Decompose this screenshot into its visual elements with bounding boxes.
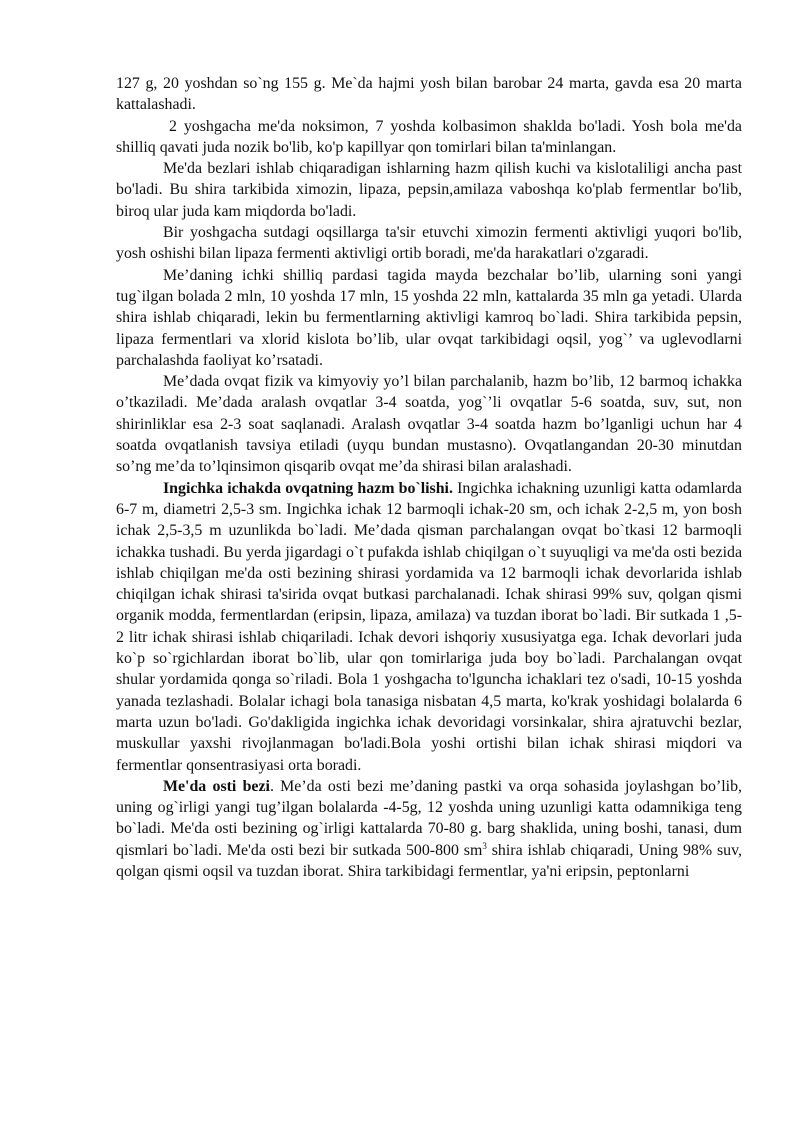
section-heading-pancreas: Me'da osti bezi xyxy=(163,777,270,795)
pancreas-body-b: shira ishlab chiqaradi, Uning 98% suv, qolgan qismi oqsil va tuzdan iborat. Shira tarkibidagi fermentlar, ya'ni eripsin, peptonlarni xyxy=(116,841,743,880)
pancreas-body-a: . Me’da osti bezi me’daning pastki va orqa sohasida joylashgan bo’lib, uning og`irligi yangi tug’ilgan bolalarda -4-5g, 12 yoshda uning uzunligi katta odamnikiga teng bo`ladi. Me'da osti bezining og`irligi kattalarda 70-80 g. barg shaklida, uning boshi, tanasi, dum qismlari bo`ladi. Me'da osti bezi bir sutkada 500-800 sm xyxy=(116,777,742,859)
paragraph-stomach-shape: 2 yoshgacha me'da noksimon, 7 yoshda kolbasimon shaklda bo'ladi. Yosh bola me'da shilliq qavati juda nozik bo'lib, ko'p kapillyar qon tomirlari bilan ta'minlangan. xyxy=(116,117,742,156)
cubic-superscript: 3 xyxy=(482,840,487,851)
paragraph-stomach-glands: Me'da bezlari ishlab chiqaradigan ishlarning hazm qilish kuchi va kislotaliligi ancha past bo'ladi. Bu shira tarkibida ximozin, lipaza, pepsin,amilaza vaboshqa ko'plab fermentlar bo'lib, biroq ular juda kam miqdorda bo'ladi. xyxy=(116,160,742,220)
paragraph-mucosa-glands: Me’daning ichki shilliq pardasi tagida mayda bezchalar bo’lib, ularning soni yangi tug`ilgan bolada 2 mln, 10 yoshda 17 mln, 15 yoshda 22 mln, kattalarda 35 mln ga yetadi. Ularda shira ishlab chiqaradi, lekin bu fermentlarning aktivligi kamroq bo`ladi. Shira tarkibida pepsin, lipaza fermentlari va xlorid kislota bo’lib, ular ovqat tarkibidagi oqsil, yog`’ va uglevodlarni parchalashda faoliyat ko’rsatadi. xyxy=(116,266,742,369)
paragraph-chymosin: Bir yoshgacha sutdagi oqsillarga ta'sir etuvchi ximozin fermenti aktivligi yuqori bo'lib, yosh oshishi bilan lipaza fermenti aktivligi ortib boradi, me'da harakatlari o'zgaradi. xyxy=(116,224,742,263)
paragraph-pancreas xyxy=(116,776,742,882)
paragraph-stomach-size: 127 g, 20 yoshdan so`ng 155 g. Me`da hajmi yosh bilan barobar 24 marta, gavda esa 20 marta kattalashadi. xyxy=(116,75,742,114)
small-intestine-body: Ingichka ichakning uzunligi katta odamlarda 6-7 m, diametri 2,5-3 sm. Ingichka ichak 12 barmoqli ichak-20 sm, och ichak 2-2,5 m, yon bosh ichak 2,5-3,5 m uzunlikda bo`ladi. Me’dada qisman parchalangan ovqat bo`tkasi 12 barmoqli ichakka tushadi. Bu yerda jigardagi o`t pufakda ishlab chiqilgan o`t suyuqligi va me'da osti bezida ishlab chiqilgan me'da osti bezining shirasi yordamida va 12 barmoqli ichak devorlarida ishlab chiqilgan ichak shirasi ta'sirida ovqat butkasi parchalanadi. Ichak shirasi 99% suv, qolgan qismi organik modda, fermentlardan (eripsin, lipaza, amilaza) va tuzdan iborat bo`ladi. Bir sutkada 1 ,5-2 litr ichak shirasi ishlab chiqariladi. Ichak devori ishqoriy xususiyatga ega. Ichak devorlari juda ko`p so`rgichlardan iborat bo`lib, ular qon tomirlariga juda boy bo`ladi. Parchalangan ovqat shular yordamida qonga so`riladi. Bola 1 yoshgacha to'lguncha ichaklari tez o'sadi, 10-15 yoshda yanada tezlashadi. Bolalar ichagi bola tanasiga nisbatan 4,5 marta, ko'krak yoshidagi bolalarda 6 marta uzun bo'ladi. Go'dakligida ingichka ichak devoridagi vorsinkalar, shira ajratuvchi bezlar, muskullar yaxshi rivojlanmagan bo'ladi.Bola yoshi ortishi bilan ichak shirasi miqdori va fermentlar qonsentrasiyasi orta boradi. xyxy=(116,479,742,774)
section-heading-small-intestine: Ingichka ichakda ovqatning hazm bo`lishi. xyxy=(163,479,453,497)
paragraph-small-intestine xyxy=(116,478,742,776)
paragraph-digestion-time: Me’dada ovqat fizik va kimyoviy yo’l bilan parchalanib, hazm bo’lib, 12 barmoq ichakka o’tkaziladi. Me’dada aralash ovqatlar 3-4 soatda, yog`’li ovqatlar 5-6 soatda, suv, sut, non shirinliklar esa 2-3 soat saqlanadi. Aralash ovqatlar 3-4 soatda hazm bo’lganligi uchun har 4 soatda ovqatlanish tavsiya etiladi (uyqu bundan mustasno). Ovqatlangandan 20-30 minutdan so’ng me’da to’lqinsimon qisqarib ovqat me’da shirasi bilan aralashadi. xyxy=(116,373,742,476)
document-page xyxy=(116,73,742,882)
